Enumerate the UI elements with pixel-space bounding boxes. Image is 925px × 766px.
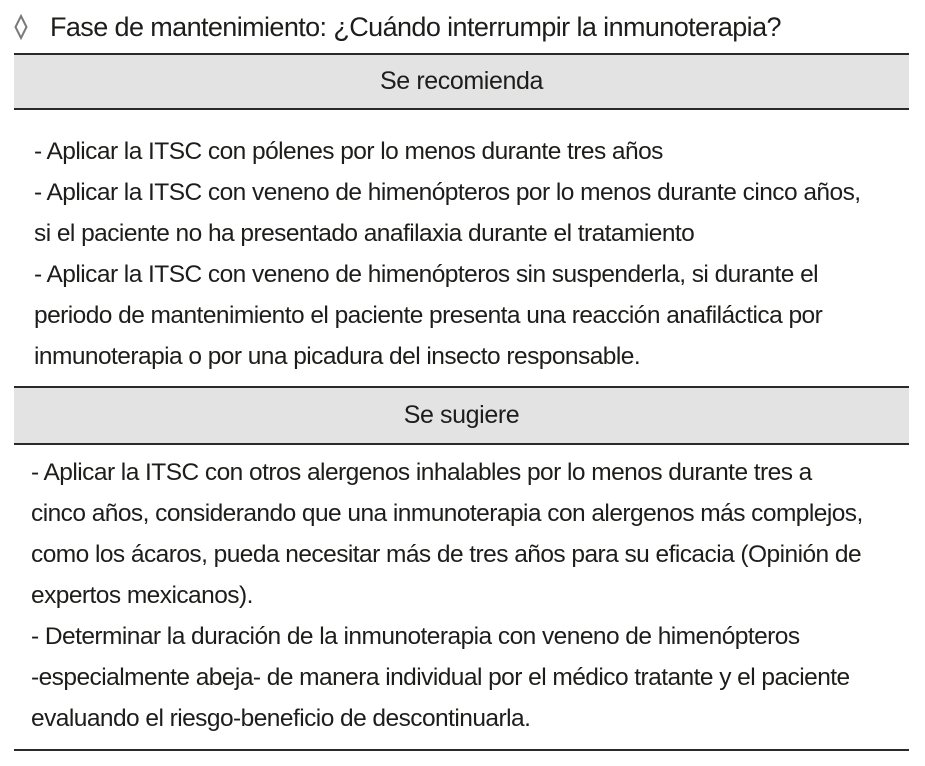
text-line: expertos mexicanos). (31, 582, 253, 609)
section-bottom-rule (14, 749, 909, 751)
text-line: si el paciente no ha presentado anafilaxia durante el tratamiento (34, 220, 695, 247)
text-line: evaluando el riesgo-beneficio de descontinuarla. (31, 705, 531, 732)
text-line: - Aplicar la ITSC con pólenes por lo menos durante tres años (34, 138, 663, 165)
section-body-recomienda (34, 131, 904, 377)
text-line: - Aplicar la ITSC con veneno de himenópteros por lo menos durante cinco años, (34, 179, 861, 206)
section-heading-sugiere (14, 388, 909, 443)
text-line: - Determinar la duración de la inmunoterapia con veneno de himenópteros (31, 623, 800, 650)
section-heading-rule (14, 108, 909, 110)
text-line: - Aplicar la ITSC con veneno de himenópteros sin suspenderla, si durante el (34, 261, 819, 288)
diamond-outline-icon (14, 14, 36, 40)
section-heading-label: Se recomienda (380, 67, 543, 95)
text-line: cinco años, considerando que una inmunoterapia con alergenos más complejos, (31, 500, 863, 527)
section-heading-label: Se sugiere (403, 401, 520, 429)
text-line: inmunoterapia o por una picadura del insecto responsable. (34, 343, 641, 370)
text-line: - Aplicar la ITSC con otros alergenos inhalables por lo menos durante tres a (31, 459, 812, 486)
text-line: como los ácaros, pueda necesitar más de tres años para su eficacia (Opinión de (31, 541, 862, 568)
text-line: -especialmente abeja- de manera individual por el médico tratante y el paciente (31, 664, 850, 691)
text-line: periodo de mantenimiento el paciente presenta una reacción anafiláctica por (34, 302, 823, 329)
section-body-sugiere (31, 452, 901, 739)
section-heading-recomienda (14, 55, 909, 108)
page-title-row (14, 8, 781, 46)
section-heading-rule (14, 443, 909, 445)
page-title: Fase de mantenimiento: ¿Cuándo interrumpir la inmunoterapia? (50, 11, 781, 42)
